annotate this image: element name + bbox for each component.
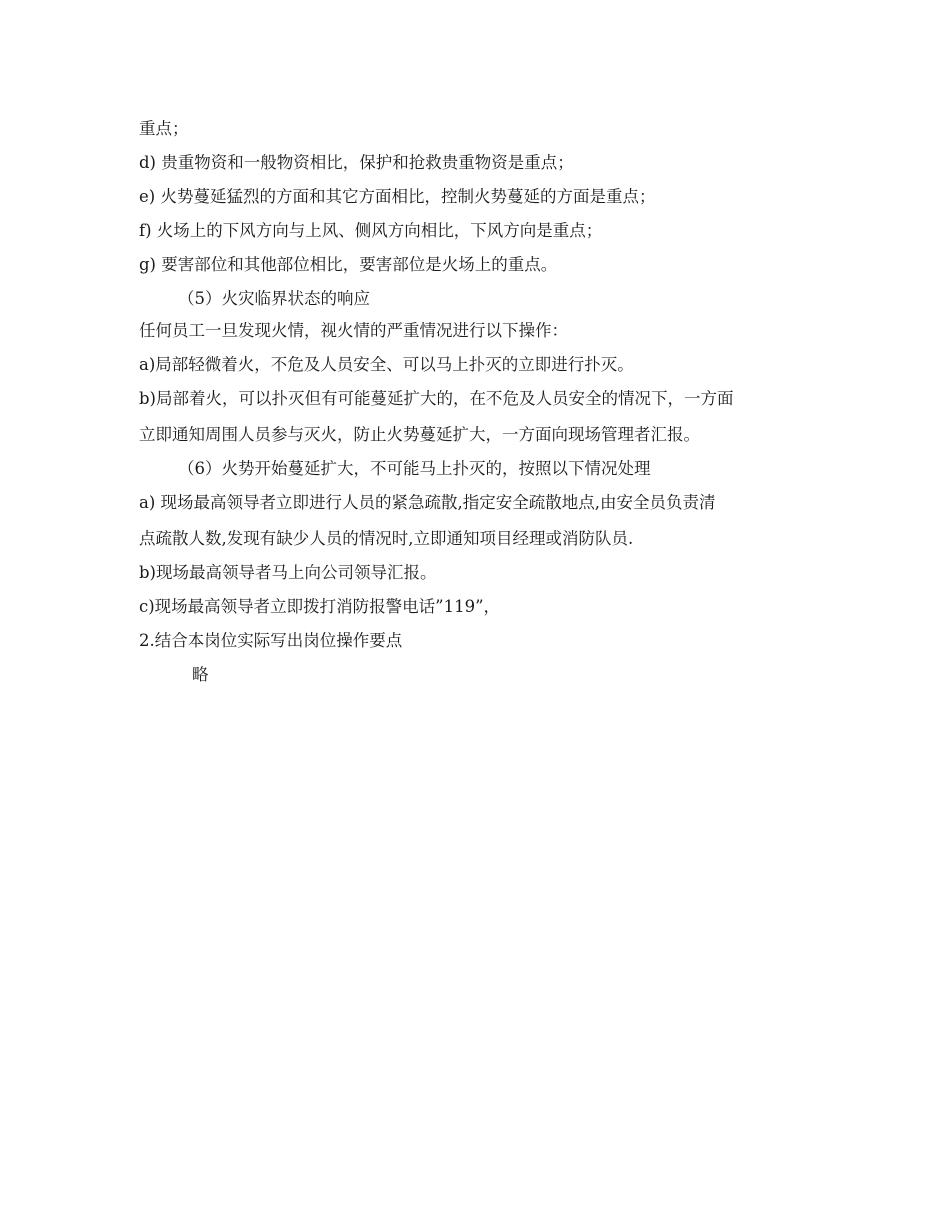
text-line: 任何员工一旦发现火情，视火情的严重情况进行以下操作： bbox=[139, 321, 568, 340]
section-heading-2: 2.结合本岗位实际写出岗位操作要点 bbox=[139, 631, 403, 650]
list-item-b: b)局部着火，可以扑灭但有可能蔓延扩大的，在不危及人员安全的情况下，一方面 bbox=[139, 389, 734, 408]
list-item-d: d) 贵重物资和一般物资相比，保护和抢救贵重物资是重点； bbox=[139, 153, 574, 172]
list-item-a: a) 现场最高领导者立即进行人员的紧急疏散,指定安全疏散地点,由安全员负责清 bbox=[139, 493, 716, 512]
list-item-g: g) 要害部位和其他部位相比，要害部位是火场上的重点。 bbox=[139, 255, 558, 274]
list-item-b: b)现场最高领导者马上向公司领导汇报。 bbox=[139, 563, 437, 582]
list-item-f: f) 火场上的下风方向与上风、侧风方向相比，下风方向是重点； bbox=[139, 221, 603, 240]
list-item-a-continued: 点疏散人数,发现有缺少人员的情况时,立即通知项目经理或消防队员. bbox=[139, 529, 634, 548]
section-heading-5: （5）火灾临界状态的响应 bbox=[178, 289, 370, 308]
text-line: 重点； bbox=[139, 119, 189, 138]
list-item-b-continued: 立即通知周围人员参与灭火，防止火势蔓延扩大，一方面向现场管理者汇报。 bbox=[139, 425, 700, 444]
section-heading-6: （6）火势开始蔓延扩大，不可能马上扑灭的，按照以下情况处理 bbox=[178, 459, 651, 478]
text-line: 略 bbox=[192, 665, 209, 684]
list-item-a: a)局部轻微着火，不危及人员安全、可以马上扑灭的立即进行扑灭。 bbox=[139, 355, 634, 374]
list-item-c: c)现场最高领导者立即拨打消防报警电话”119”， bbox=[139, 597, 501, 616]
list-item-e: e) 火势蔓延猛烈的方面和其它方面相比，控制火势蔓延的方面是重点； bbox=[139, 187, 656, 206]
